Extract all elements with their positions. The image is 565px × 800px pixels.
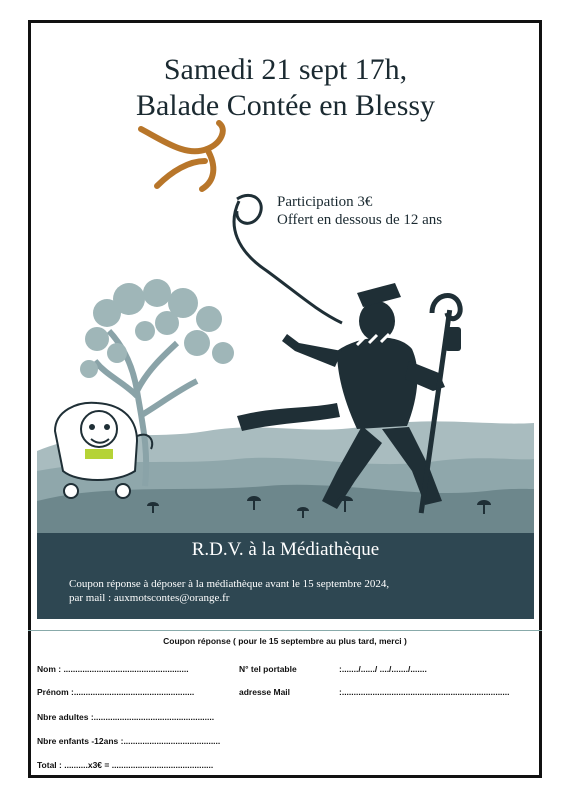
rdv-text: R.D.V. à la Médiathèque: [191, 539, 380, 560]
adultes-field[interactable]: Nbre adultes :...................................................: [37, 712, 215, 722]
form-divider: [28, 630, 542, 631]
poster-frame: [28, 20, 542, 778]
flourish-icon: [141, 123, 223, 189]
participation-text: Participation 3€: [277, 194, 373, 210]
coupon-note-line2: par mail : auxmotscontes@orange.fr: [69, 592, 230, 604]
mail-field[interactable]: :.......................................................................: [339, 687, 510, 697]
poster: [37, 31, 534, 619]
scarf-tail: [237, 403, 340, 431]
offer-text: Offert en dessous de 12 ans: [277, 212, 443, 228]
prenom-field[interactable]: Prénom :...................................................: [37, 687, 195, 697]
event-name-title: Balade Contée en Blessy: [135, 89, 436, 122]
event-date-title: Samedi 21 sept 17h,: [163, 53, 408, 86]
coupon-note-line1: Coupon réponse à déposer à la médiathèque avant le 15 septembre 2024,: [69, 578, 390, 590]
form-title: Coupon réponse ( pour le 15 septembre au plus tard, merci ): [163, 636, 407, 646]
nom-field[interactable]: Nom : .....................................................: [37, 664, 189, 674]
coupon-note: [69, 577, 389, 605]
tel-label: N° tel portable: [239, 664, 297, 674]
enfants-field[interactable]: Nbre enfants -12ans :.........................................: [37, 736, 221, 746]
mail-label: adresse Mail: [239, 687, 291, 697]
tel-field[interactable]: :......./....../ ..../......./.......: [339, 664, 427, 674]
price-info: [277, 193, 442, 229]
total-field[interactable]: Total : ..........x3€ = ...........................................: [37, 760, 214, 770]
